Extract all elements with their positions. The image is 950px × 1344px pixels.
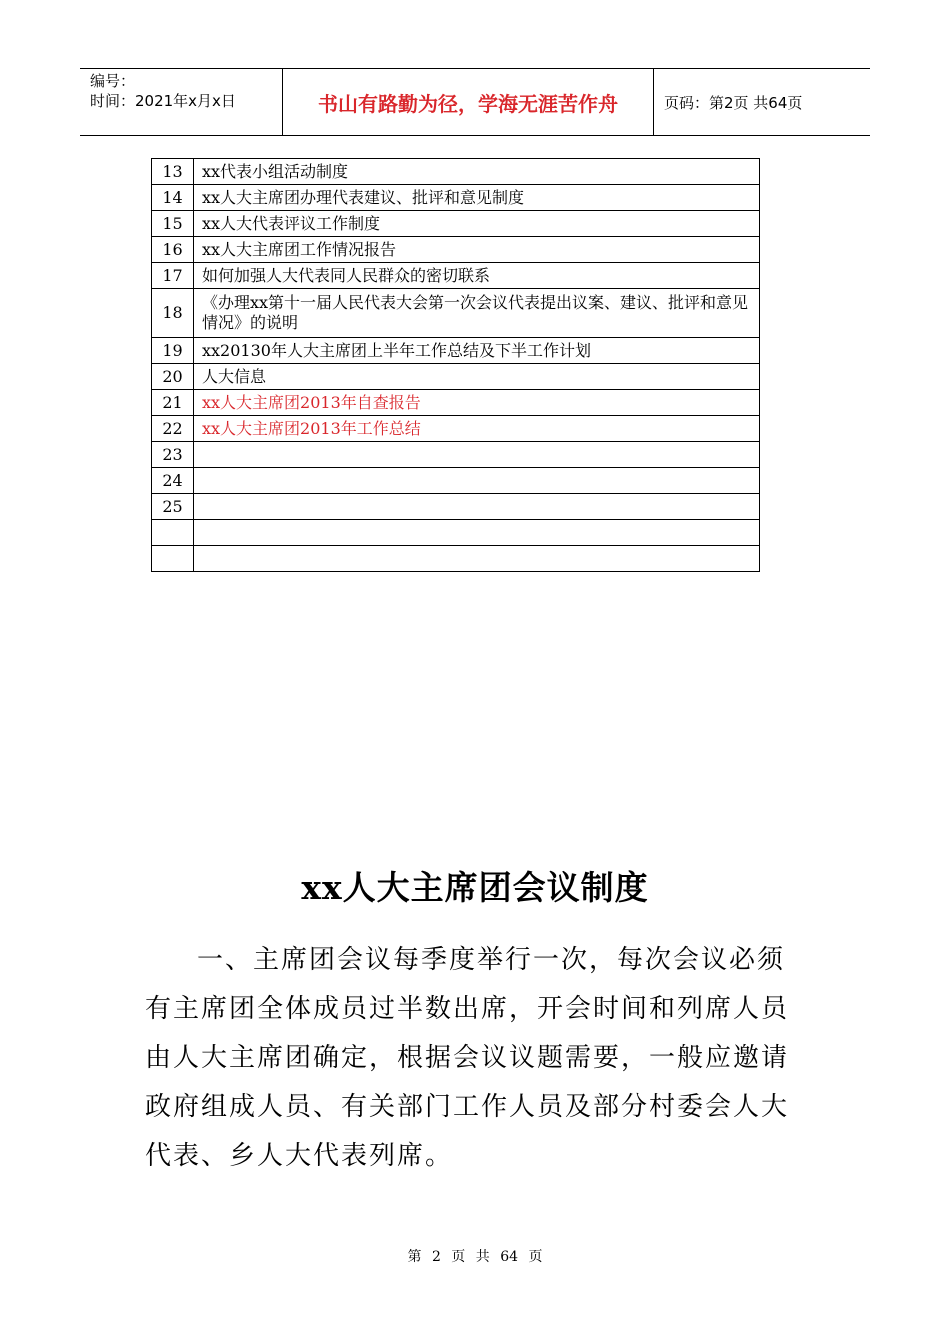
time-label: 时间：2021年x月x日 [90,92,236,110]
row-title [194,442,760,468]
body-paragraph: 一、主席团会议每季度举行一次，每次会议必须有主席团全体成员过半数出席，开会时间和列席人员由人大主席团确定，根据会议议题需要，一般应邀请政府组成人员、有关部门工作人员及部分村委会人大代表、乡人大代表列席。 [145,945,790,1171]
row-title [194,494,760,520]
row-number: 20 [152,364,194,390]
row-title [194,546,760,572]
table-row [152,211,760,237]
row-title: xx人大代表评议工作制度 [194,211,760,237]
row-number: 22 [152,416,194,442]
row-number: 19 [152,338,194,364]
table-row [152,442,760,468]
row-number: 15 [152,211,194,237]
row-title [194,468,760,494]
table-row [152,494,760,520]
row-number: 18 [152,289,194,338]
table-row [152,364,760,390]
table-row [152,416,760,442]
row-title: 人大信息 [194,364,760,390]
table-row [152,159,760,185]
contents-table [151,158,760,572]
table-row [152,468,760,494]
row-title: xx人大主席团2013年自查报告 [194,390,760,416]
contents-table-body [152,159,760,572]
row-title: xx人大主席团工作情况报告 [194,237,760,263]
row-title: xx人大主席团2013年工作总结 [194,416,760,442]
row-number: 23 [152,442,194,468]
row-title: xx人大主席团办理代表建议、批评和意见制度 [194,185,760,211]
page-footer: 第 2 页 共 64 页 [407,1249,543,1265]
header-meta [80,69,282,135]
row-number: 24 [152,468,194,494]
row-number: 17 [152,263,194,289]
header-page-info: 页码：第2页 共64页 [664,93,803,112]
row-title: xx代表小组活动制度 [194,159,760,185]
table-row [152,185,760,211]
row-number: 21 [152,390,194,416]
row-number: 13 [152,159,194,185]
row-title: xx20130年人大主席团上半年工作总结及下半工作计划 [194,338,760,364]
document-title: xx人大主席团会议制度 [301,868,649,907]
row-title [194,520,760,546]
document-header [80,68,870,136]
row-number: 25 [152,494,194,520]
table-row [152,546,760,572]
table-row [152,289,760,338]
row-number: 16 [152,237,194,263]
table-row [152,237,760,263]
serial-label: 编号： [90,72,136,90]
row-number [152,520,194,546]
table-row [152,520,760,546]
row-title: 如何加强人大代表同人民群众的密切联系 [194,263,760,289]
table-row [152,338,760,364]
table-row [152,390,760,416]
row-number [152,546,194,572]
row-number: 14 [152,185,194,211]
header-motto: 书山有路勤为径，学海无涯苦作舟 [282,69,654,135]
row-title: 《办理xx第十一届人民代表大会第一次会议代表提出议案、建议、批评和意见情况》的说明 [194,289,760,338]
table-row [152,263,760,289]
